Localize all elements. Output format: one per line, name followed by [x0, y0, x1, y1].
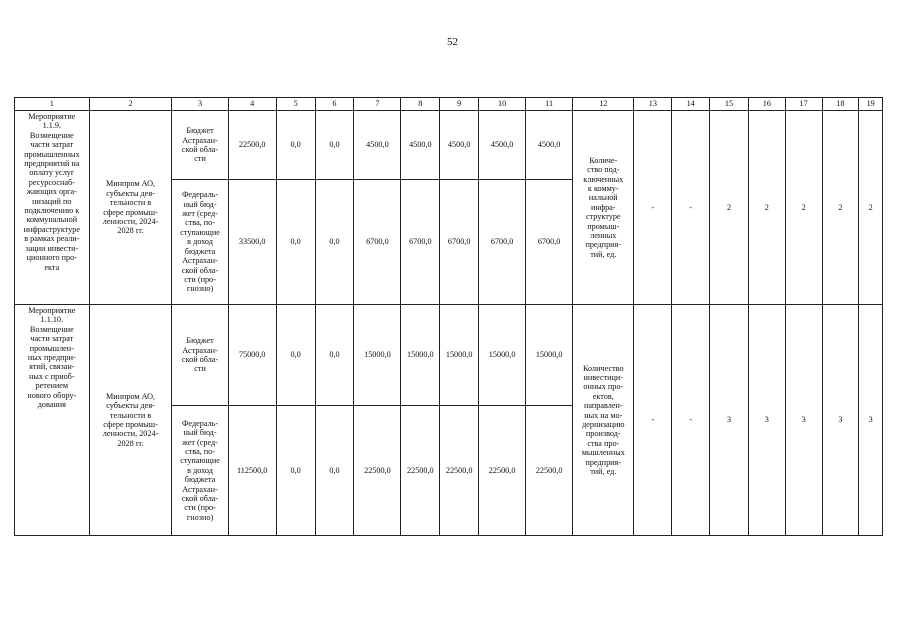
column-header: 10: [479, 98, 526, 111]
funding-source: Бюджет Астрахан- ской обла- сти: [172, 305, 228, 406]
column-header: 7: [354, 98, 401, 111]
column-header: 11: [526, 98, 573, 111]
executor: Минпром АО, субъекты дея- тельности в сфере промыш- ленности, 2024- 2028 гг.: [89, 305, 172, 536]
target-value: 3: [822, 305, 859, 536]
amount-total: 75000,0: [228, 305, 276, 406]
column-header: 13: [634, 98, 672, 111]
amount-year: 0,0: [276, 180, 315, 305]
amount-year: 15000,0: [479, 305, 526, 406]
indicator-name: Количество инвестици- онных про- ектов, направлен- ных на мо- дернизацию производ- ства про- мышленных предприя- тий, ед.: [573, 305, 634, 536]
amount-year: 6700,0: [401, 180, 440, 305]
amount-year: 6700,0: [526, 180, 573, 305]
amount-year: 0,0: [276, 111, 315, 180]
target-value: -: [634, 111, 672, 305]
target-value: 3: [859, 305, 883, 536]
table-row: [15, 111, 883, 180]
target-value: 3: [710, 305, 749, 536]
amount-year: 15000,0: [440, 305, 479, 406]
target-value: 3: [785, 305, 822, 536]
column-header: 17: [785, 98, 822, 111]
column-header: 9: [440, 98, 479, 111]
indicator-name: Количе- ство под- ключенных к комму- нальной инфра- структуре промыш- ленных предприя- тий, ед.: [573, 111, 634, 305]
amount-year: 22500,0: [354, 406, 401, 536]
target-value: 2: [785, 111, 822, 305]
amount-year: 4500,0: [354, 111, 401, 180]
column-header: 4: [228, 98, 276, 111]
column-header: 2: [89, 98, 172, 111]
target-value: 2: [710, 111, 749, 305]
amount-year: 0,0: [315, 305, 354, 406]
column-header: 16: [748, 98, 785, 111]
amount-total: 33500,0: [228, 180, 276, 305]
amount-total: 22500,0: [228, 111, 276, 180]
funding-source: Федераль- ный бюд- жет (сред- ства, по- ступающие в доход бюджета Астрахан- ской обла- сти (про- гнозно): [172, 180, 228, 305]
target-value: 3: [748, 305, 785, 536]
target-value: 2: [822, 111, 859, 305]
amount-year: 0,0: [315, 111, 354, 180]
amount-year: 4500,0: [401, 111, 440, 180]
amount-year: 15000,0: [401, 305, 440, 406]
program-table: [14, 97, 883, 536]
target-value: -: [672, 111, 710, 305]
amount-year: 4500,0: [479, 111, 526, 180]
amount-year: 15000,0: [526, 305, 573, 406]
column-header: 8: [401, 98, 440, 111]
measure-name: Мероприятие 1.1.9. Возмещение части затрат промышленных предприятий на оплату услуг ресурсоснаб- жающих орга- низаций по подключению к коммунальной инфраструктуре в рамках реали- зации инвести- ционного про- екта: [15, 111, 90, 305]
amount-year: 6700,0: [354, 180, 401, 305]
column-header: 5: [276, 98, 315, 111]
amount-year: 15000,0: [354, 305, 401, 406]
executor: Минпром АО, субъекты дея- тельности в сфере промыш- ленности, 2024- 2028 гг.: [89, 111, 172, 305]
amount-year: 22500,0: [440, 406, 479, 536]
column-header: 3: [172, 98, 228, 111]
amount-total: 112500,0: [228, 406, 276, 536]
amount-year: 0,0: [315, 180, 354, 305]
column-header: 18: [822, 98, 859, 111]
column-header: 15: [710, 98, 749, 111]
amount-year: 4500,0: [526, 111, 573, 180]
page-number: 52: [447, 36, 458, 48]
amount-year: 22500,0: [401, 406, 440, 536]
amount-year: 0,0: [315, 406, 354, 536]
funding-source: Федераль- ный бюд- жет (сред- ства, по- ступающие в доход бюджета Астрахан- ской обла- сти (про- гнозно): [172, 406, 228, 536]
column-header: 12: [573, 98, 634, 111]
target-value: 2: [748, 111, 785, 305]
column-header: 14: [672, 98, 710, 111]
target-value: 2: [859, 111, 883, 305]
amount-year: 6700,0: [440, 180, 479, 305]
header-row: [15, 98, 883, 111]
column-header: 6: [315, 98, 354, 111]
measure-name: Мероприятие 1.1.10. Возмещение части затрат промышлен- ных предпри- ятий, связан- ных с приоб- ретением нового обору- дования: [15, 305, 90, 536]
funding-source: Бюджет Астрахан- ской обла- сти: [172, 111, 228, 180]
amount-year: 22500,0: [479, 406, 526, 536]
table-row: [15, 305, 883, 406]
target-value: -: [672, 305, 710, 536]
amount-year: 4500,0: [440, 111, 479, 180]
amount-year: 22500,0: [526, 406, 573, 536]
amount-year: 0,0: [276, 406, 315, 536]
column-header: 1: [15, 98, 90, 111]
target-value: -: [634, 305, 672, 536]
amount-year: 0,0: [276, 305, 315, 406]
amount-year: 6700,0: [479, 180, 526, 305]
column-header: 19: [859, 98, 883, 111]
